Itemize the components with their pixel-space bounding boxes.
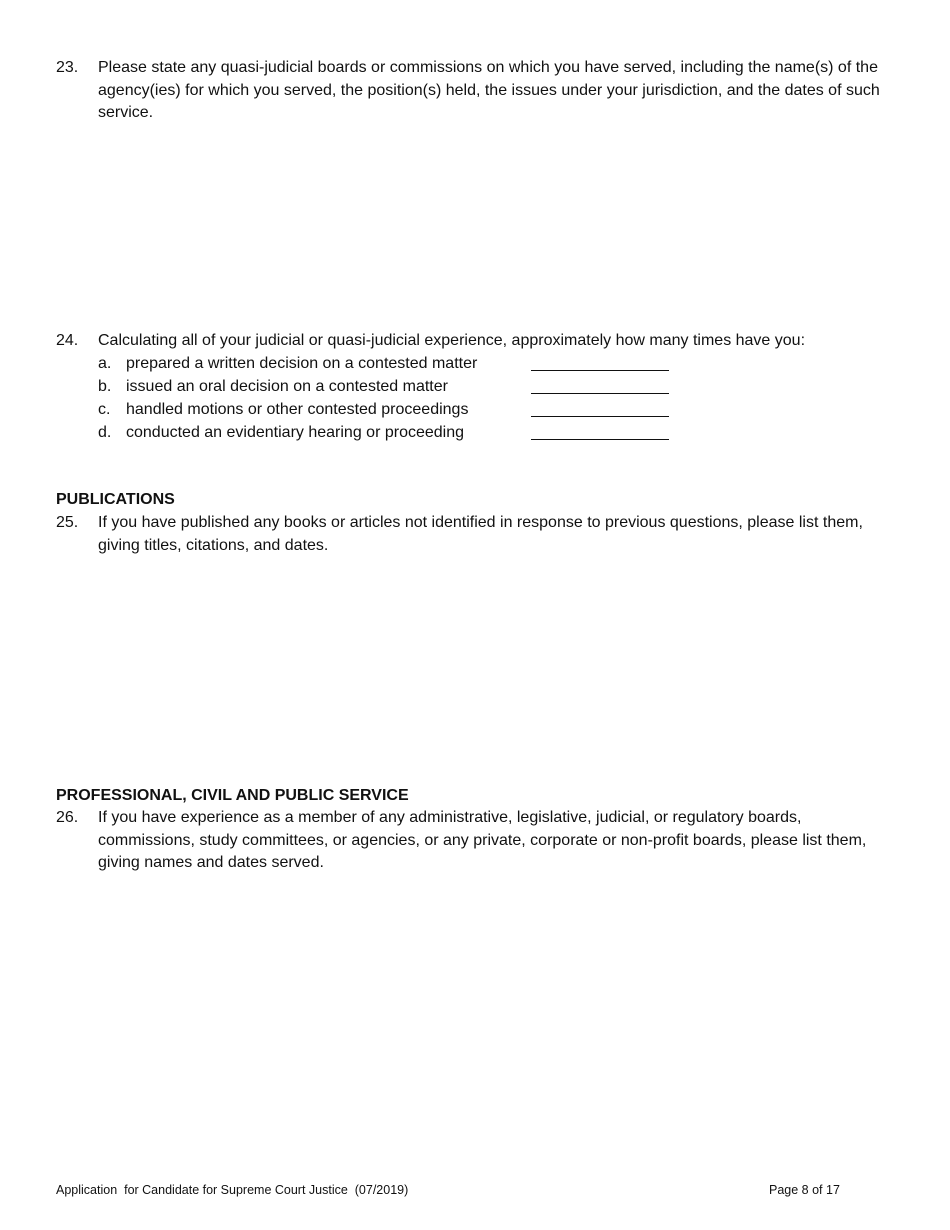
question-text: If you have experience as a member of any administrative, legislative, judicial, or regulatory boards, commissions, study committees, or agencies, or any private, corporate or non-profit boards, please list them, giving names and dates served. (98, 809, 867, 871)
question-number: 24. (56, 332, 79, 349)
sub-item-letter: a. (98, 355, 112, 372)
sub-item-label: prepared a written decision on a contested matter (126, 355, 478, 372)
page-number: Page 8 of 17 (769, 1183, 840, 1197)
question-text: If you have published any books or articles not identified in response to previous questions, please list them, giving titles, citations, and dates. (98, 514, 863, 554)
answer-blank-a[interactable] (531, 353, 669, 371)
answer-blank-b[interactable] (531, 376, 669, 394)
question-number: 26. (56, 809, 79, 826)
sub-item-d (98, 422, 698, 445)
answer-blank-c[interactable] (531, 399, 669, 417)
footer-title: Application for Candidate for Supreme Court Justice (07/2019) (56, 1183, 409, 1197)
sub-item-letter: d. (98, 424, 112, 441)
question-number: 25. (56, 514, 79, 531)
sub-item-letter: c. (98, 401, 111, 418)
question-25 (56, 512, 886, 557)
question-26 (56, 807, 886, 875)
sub-item-label: issued an oral decision on a contested matter (126, 378, 448, 395)
sub-item-a (98, 353, 698, 376)
answer-blank-d[interactable] (531, 422, 669, 440)
sub-item-label: conducted an evidentiary hearing or proceeding (126, 424, 465, 441)
question-text: Calculating all of your judicial or quasi-judicial experience, approximately how many times have you: (98, 332, 806, 349)
sub-item-letter: b. (98, 378, 112, 395)
section-heading-professional: PROFESSIONAL, CIVIL AND PUBLIC SERVICE (56, 787, 409, 804)
question-number: 23. (56, 59, 79, 76)
sub-item-b (98, 376, 698, 399)
sub-item-c (98, 399, 698, 422)
question-23 (56, 57, 886, 125)
section-heading-publications: PUBLICATIONS (56, 491, 175, 508)
question-text: Please state any quasi-judicial boards or commissions on which you have served, including the name(s) of the agency(ies) for which you served, the position(s) held, the issues under your jurisdiction, and the dates of such service. (98, 59, 880, 121)
question-24 (56, 330, 886, 353)
sub-item-label: handled motions or other contested proceedings (126, 401, 469, 418)
